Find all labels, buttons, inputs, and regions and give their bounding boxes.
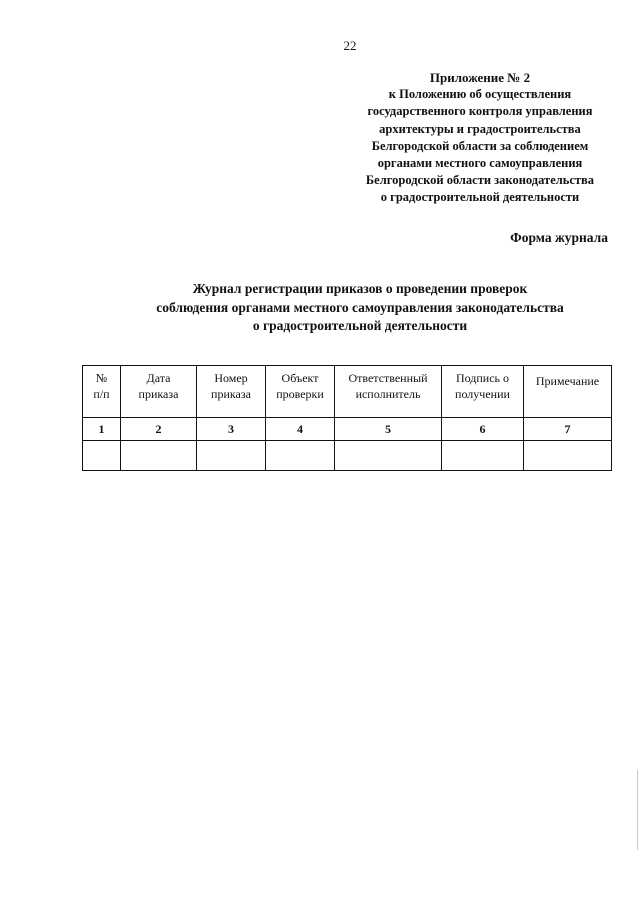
appendix-line: Белгородской области за соблюдением — [371, 138, 589, 153]
column-number: 3 — [197, 418, 266, 441]
empty-cell — [121, 441, 197, 471]
table-header-row — [83, 366, 612, 418]
column-number: 4 — [266, 418, 335, 441]
appendix-line: архитектуры и градостроительства — [379, 121, 581, 136]
empty-cell — [83, 441, 121, 471]
form-label: Форма журнала — [510, 230, 608, 245]
journal-title-line: соблюдения органами местного самоуправления законодательства — [156, 299, 564, 315]
empty-cell — [335, 441, 442, 471]
header-cell-number: № п/п — [83, 366, 121, 418]
journal-table — [82, 365, 612, 471]
appendix-line: Белгородской области законодательства — [365, 173, 595, 188]
header-cell-order-number: Номер приказа — [197, 366, 266, 418]
appendix-line: о градостроительной деятельности — [380, 190, 580, 205]
appendix-title: Приложение № 2 — [429, 70, 531, 85]
journal-title-line: Журнал регистрации приказов о проведении проверок — [192, 281, 528, 296]
empty-cell — [266, 441, 335, 471]
column-number: 7 — [524, 418, 612, 441]
header-cell-receipt-signature: Подпись о получении — [442, 366, 524, 418]
scan-edge-line — [637, 770, 638, 850]
appendix-line: к Положению об осуществления — [388, 87, 572, 102]
header-cell-inspection-object: Объект проверки — [266, 366, 335, 418]
appendix-line: государственного контроля управления — [367, 104, 593, 119]
appendix-header — [330, 69, 630, 207]
column-number: 6 — [442, 418, 524, 441]
header-cell-note: Примечание — [524, 366, 612, 418]
empty-cell — [442, 441, 524, 471]
page-number: 22 — [343, 38, 357, 53]
journal-title — [90, 280, 630, 336]
empty-cell — [524, 441, 612, 471]
empty-cell — [197, 441, 266, 471]
header-cell-responsible-executor: Ответственный исполнитель — [335, 366, 442, 418]
appendix-line: органами местного самоуправления — [377, 156, 583, 171]
column-number: 2 — [121, 418, 197, 441]
column-number-row — [83, 418, 612, 441]
table-row — [83, 441, 612, 471]
journal-title-line: о градостроительной деятельности — [252, 318, 468, 333]
column-number: 1 — [83, 418, 121, 441]
column-number: 5 — [335, 418, 442, 441]
header-cell-order-date: Дата приказа — [121, 366, 197, 418]
